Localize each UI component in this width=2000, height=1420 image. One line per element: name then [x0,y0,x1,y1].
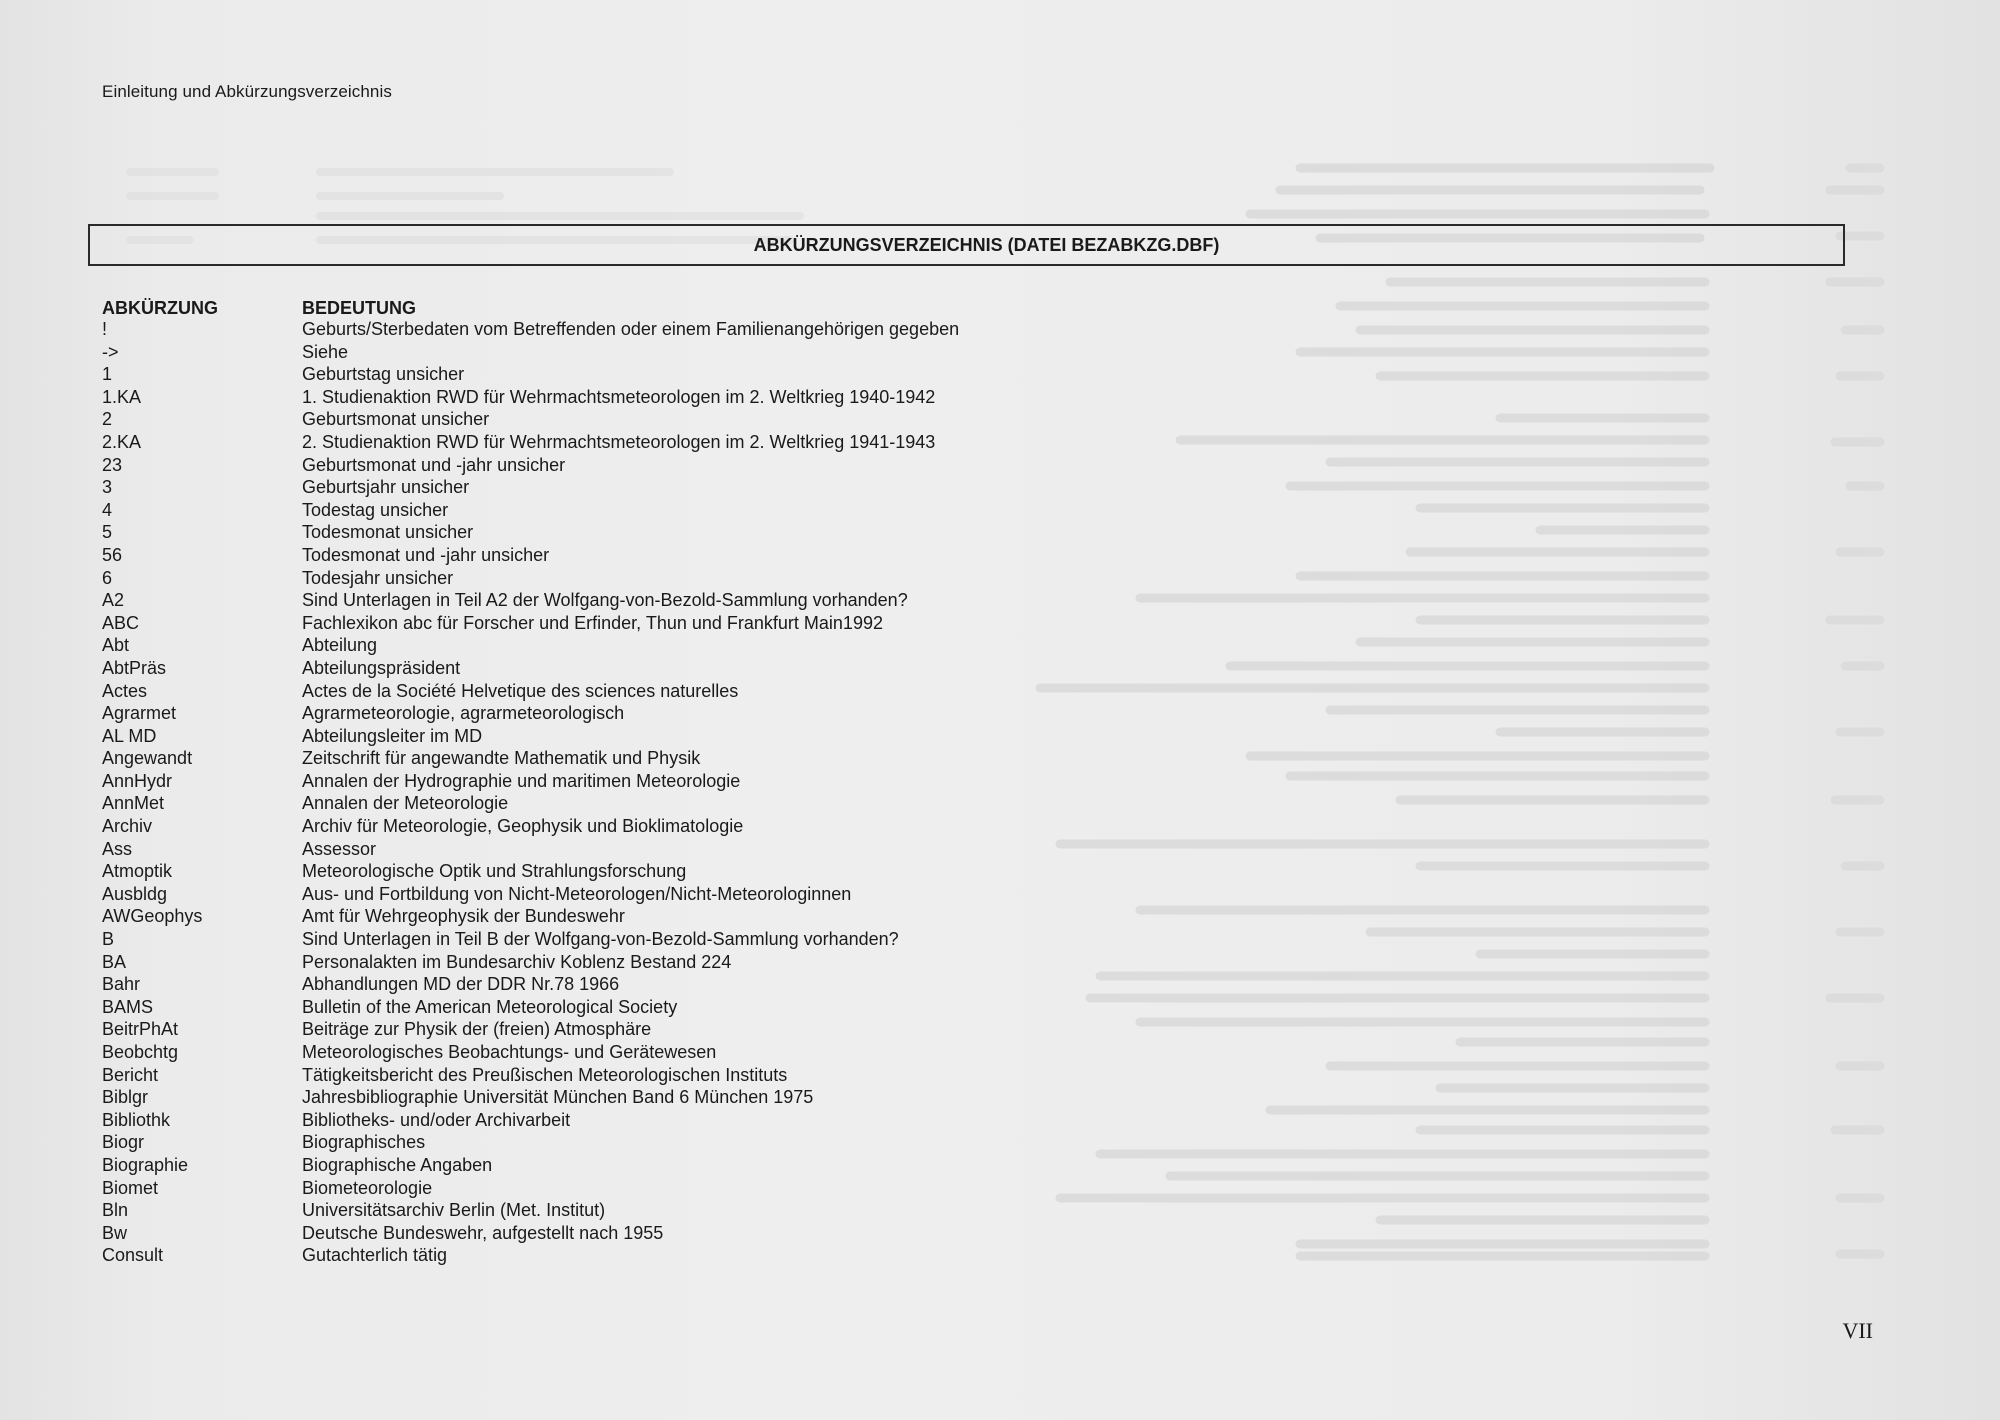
list-item [102,1110,1202,1133]
list-item [102,816,1202,839]
entry-meaning: Personalakten im Bundesarchiv Koblenz Bestand 224 [302,951,732,972]
entry-meaning: Bulletin of the American Meteorological Society [302,996,678,1017]
entry-meaning: Geburtsjahr unsicher [302,477,470,498]
entry-meaning: Beiträge zur Physik der (freien) Atmosphäre [302,1019,652,1040]
entry-meaning: Sind Unterlagen in Teil A2 der Wolfgang-von-Bezold-Sammlung vorhanden? [302,590,908,611]
list-item [102,726,1202,749]
entry-meaning: Todestag unsicher [302,499,449,520]
entry-abbreviation: Bln [102,1200,129,1221]
entry-abbreviation: 1 [102,364,113,385]
list-item [102,1223,1202,1246]
list-item [102,568,1202,591]
list-item [102,658,1202,681]
list-item [102,1245,1202,1268]
section-title: ABKÜRZUNGSVERZEICHNIS (DATEI BEZABKZG.DBF) [753,235,1220,255]
section-title-box [88,224,1845,266]
entry-abbreviation: Biogr [102,1132,145,1153]
entry-meaning: Universitätsarchiv Berlin (Met. Institut) [302,1200,606,1221]
entry-abbreviation: Beobchtg [102,1042,179,1062]
list-item [102,635,1202,658]
entry-meaning: Bibliotheks- und/oder Archivarbeit [302,1109,571,1130]
entry-abbreviation: 23 [102,454,123,475]
entry-meaning: Deutsche Bundeswehr, aufgestellt nach 1955 [302,1222,664,1243]
entry-abbreviation: AWGeophys [102,906,203,927]
list-item [102,929,1202,952]
page-number: VII [1842,1318,1873,1343]
entry-abbreviation: Consult [102,1245,164,1266]
entry-abbreviation: Bibliothk [102,1109,171,1130]
list-item [102,364,1202,387]
entry-abbreviation: ABC [102,612,140,633]
entry-abbreviation: Bahr [102,974,141,995]
list-item [102,1065,1202,1088]
entry-meaning: Biographische Angaben [302,1154,493,1175]
entry-abbreviation: Bericht [102,1064,159,1085]
entry-abbreviation: Archiv [102,816,153,837]
column-header-meaning: BEDEUTUNG [302,298,417,318]
entry-meaning: Gutachterlich tätig [302,1245,448,1266]
entry-meaning: Biographisches [302,1132,426,1153]
list-item [102,522,1202,545]
entry-abbreviation: AnnMet [102,793,165,814]
entry-abbreviation: 4 [102,499,113,520]
entry-meaning: Todesjahr unsicher [302,567,454,588]
entry-abbreviation: AnnHydr [102,770,173,791]
abbreviation-list [102,319,1202,1268]
list-item [102,319,1202,342]
column-header-abbreviation: ABKÜRZUNG [102,298,218,318]
list-item [102,545,1202,568]
list-item [102,974,1202,997]
list-item [102,342,1202,365]
list-item [102,387,1202,410]
list-item [102,409,1202,432]
entry-meaning: Jahresbibliographie Universität München Band 6 München 1975 [302,1087,814,1108]
list-item [102,884,1202,907]
list-item [102,477,1202,500]
entry-meaning: Assessor [302,838,377,859]
entry-abbreviation: Biographie [102,1154,189,1175]
entry-abbreviation: Atmoptik [102,861,173,882]
list-item [102,1132,1202,1155]
entry-meaning: Abhandlungen MD der DDR Nr.78 1966 [302,974,620,995]
entry-abbreviation: 6 [102,567,113,588]
entry-abbreviation: 5 [102,522,113,543]
entry-meaning: 1. Studienaktion RWD für Wehrmachtsmeteorologen im 2. Weltkrieg 1940-1942 [302,386,936,407]
running-header: Einleitung und Abkürzungsverzeichnis [102,82,392,101]
list-item [102,997,1202,1020]
entry-meaning: Abteilungspräsident [302,657,461,678]
list-item [102,1155,1202,1178]
entry-abbreviation: B [102,929,115,950]
list-item [102,1019,1202,1042]
entry-meaning: Amt für Wehrgeophysik der Bundeswehr [302,906,625,927]
entry-meaning: Fachlexikon abc für Forscher und Erfinder, Thun und Frankfurt Main1992 [302,612,883,633]
entry-abbreviation: 1.KA [102,386,142,407]
list-item [102,1087,1202,1110]
list-item [102,793,1202,816]
entry-meaning: Archiv für Meteorologie, Geophysik und Bioklimatologie [302,816,744,837]
entry-meaning: Siehe [302,341,349,362]
list-item [102,748,1202,771]
entry-meaning: Actes de la Société Helvetique des sciences naturelles [302,680,739,701]
entry-abbreviation: Bw [102,1222,128,1243]
entry-abbreviation: Angewandt [102,748,193,769]
entry-abbreviation: Ausbldg [102,883,168,904]
list-item [102,613,1202,636]
entry-meaning: Geburtsmonat unsicher [302,409,490,430]
entry-abbreviation: -> [102,341,119,362]
entry-abbreviation: Biblgr [102,1087,149,1108]
entry-abbreviation: Actes [102,680,148,701]
entry-meaning: Annalen der Meteorologie [302,793,509,814]
entry-abbreviation: 2.KA [102,431,142,452]
entry-abbreviation: Agrarmet [102,703,177,724]
entry-abbreviation: 56 [102,544,123,565]
entry-meaning: Abteilung [302,635,378,656]
list-item [102,1200,1202,1223]
list-item [102,1178,1202,1201]
entry-meaning: Meteorologisches Beobachtungs- und Gerätewesen [302,1042,717,1062]
entry-abbreviation: Abt [102,635,130,656]
entry-abbreviation: AbtPräs [102,657,167,678]
entry-meaning: 2. Studienaktion RWD für Wehrmachtsmeteorologen im 2. Weltkrieg 1941-1943 [302,431,936,452]
list-item [102,432,1202,455]
list-item [102,681,1202,704]
entry-meaning: Abteilungsleiter im MD [302,725,483,746]
entry-meaning: Annalen der Hydrographie und maritimen Meteorologie [302,770,741,791]
entry-abbreviation: BAMS [102,996,154,1017]
entry-meaning: Geburts/Sterbedaten vom Betreffenden oder einem Familienangehörigen gegeben [302,319,960,339]
entry-abbreviation: A2 [102,590,125,611]
list-item [102,500,1202,523]
entry-abbreviation: Biomet [102,1177,159,1198]
entry-abbreviation: Ass [102,838,133,859]
entry-abbreviation: 2 [102,409,113,430]
entry-meaning: Tätigkeitsbericht des Preußischen Meteorologischen Instituts [302,1064,788,1085]
list-item [102,952,1202,975]
list-item [102,703,1202,726]
list-item [102,861,1202,884]
entry-meaning: Biometeorologie [302,1177,433,1198]
entry-meaning: Aus- und Fortbildung von Nicht-Meteorologen/Nicht-Meteorologinnen [302,883,852,904]
entry-abbreviation: ! [102,319,108,339]
list-item [102,455,1202,478]
entry-meaning: Geburtstag unsicher [302,364,465,385]
list-item [102,906,1202,929]
entry-meaning: Todesmonat und -jahr unsicher [302,544,550,565]
list-item [102,771,1202,794]
entry-meaning: Sind Unterlagen in Teil B der Wolfgang-von-Bezold-Sammlung vorhanden? [302,929,899,950]
list-item [102,839,1202,862]
entry-meaning: Zeitschrift für angewandte Mathematik und Physik [302,748,701,769]
list-item [102,590,1202,613]
entry-meaning: Meteorologische Optik und Strahlungsforschung [302,861,687,882]
entry-abbreviation: BA [102,951,127,972]
list-item [102,1042,1202,1065]
entry-abbreviation: AL MD [102,725,157,746]
entry-meaning: Agrarmeteorologie, agrarmeteorologisch [302,703,625,724]
entry-abbreviation: 3 [102,477,113,498]
entry-meaning: Todesmonat unsicher [302,522,474,543]
entry-abbreviation: BeitrPhAt [102,1019,179,1040]
entry-meaning: Geburtsmonat und -jahr unsicher [302,454,566,475]
